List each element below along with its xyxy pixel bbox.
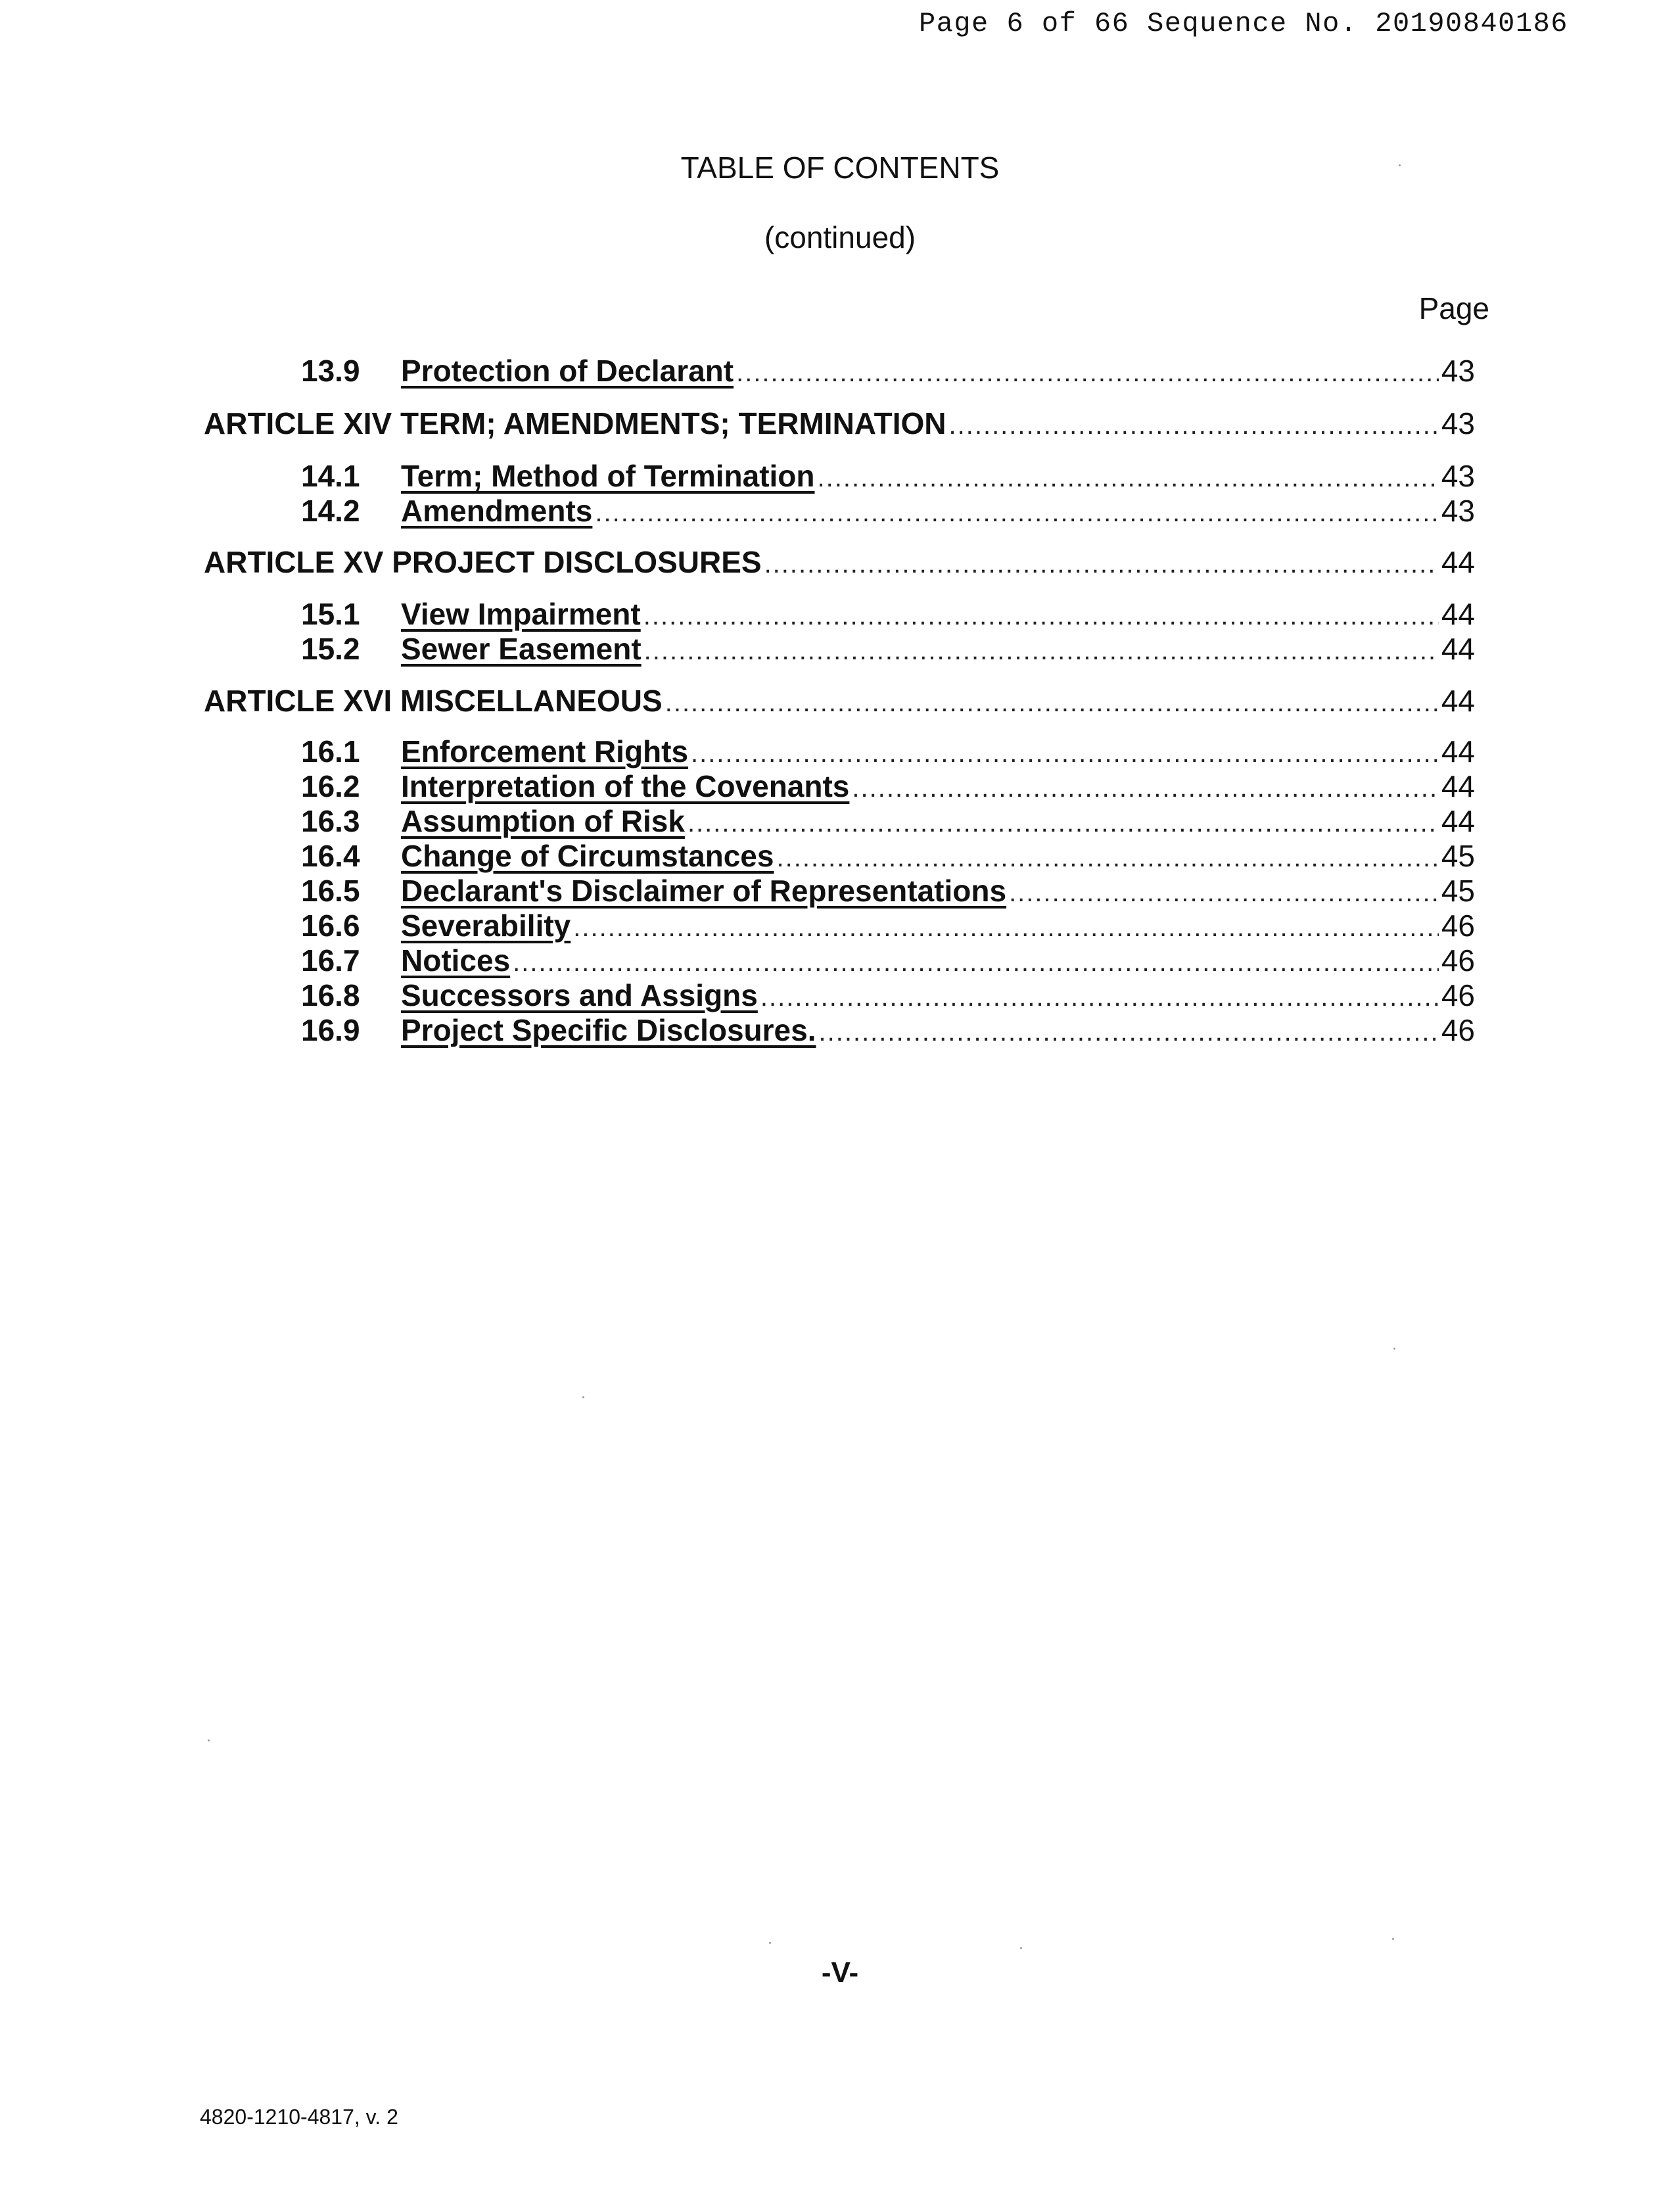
- document-id: 4820-1210-4817, v. 2: [200, 2105, 398, 2129]
- page-number: 44: [1441, 769, 1475, 803]
- toc-entry-16-5[interactable]: [301, 873, 1475, 911]
- section-title-link[interactable]: Amendments: [401, 494, 593, 528]
- page-number: 44: [1441, 597, 1475, 631]
- section-title-link[interactable]: Interpretation of the Covenants: [401, 769, 850, 803]
- section-title-link[interactable]: Successors and Assigns: [401, 978, 758, 1012]
- section-title-link[interactable]: Declarant's Disclaimer of Representations: [401, 874, 1007, 908]
- scan-speck: [1020, 1947, 1022, 1949]
- section-number: 16.9: [301, 1013, 360, 1047]
- article-title-link[interactable]: ARTICLE XV PROJECT DISCLOSURES: [204, 545, 762, 579]
- section-number: 15.1: [301, 597, 360, 631]
- section-number: 16.8: [301, 978, 360, 1012]
- section-number: 16.4: [301, 839, 360, 873]
- section-title-link[interactable]: Notices: [401, 943, 511, 978]
- section-number: 16.5: [301, 874, 360, 908]
- toc-title: TABLE OF CONTENTS: [680, 151, 1000, 185]
- toc-entry-16-7[interactable]: [301, 943, 1475, 981]
- page-number: 44: [1441, 734, 1475, 768]
- toc-entry-14-1[interactable]: [301, 458, 1475, 496]
- section-title-link[interactable]: Term; Method of Termination: [401, 459, 815, 493]
- toc-entry-article-xvi[interactable]: [204, 683, 1475, 721]
- dot-leader: [665, 688, 1439, 718]
- toc-entry-article-xv[interactable]: [204, 544, 1475, 582]
- scan-speck: [1392, 1938, 1394, 1940]
- dot-leader: [818, 463, 1439, 493]
- dot-leader: [643, 602, 1439, 631]
- scan-speck: [769, 1942, 771, 1944]
- toc-entry-16-4[interactable]: [301, 838, 1475, 876]
- section-number: 16.2: [301, 769, 360, 803]
- dot-leader: [764, 550, 1439, 579]
- dot-leader: [819, 1018, 1439, 1047]
- toc-entry-16-6[interactable]: [301, 908, 1475, 946]
- page-sequence-stamp: Page 6 of 66 Sequence No. 20190840186: [918, 8, 1568, 39]
- dot-leader: [691, 739, 1439, 768]
- dot-leader: [644, 636, 1439, 666]
- section-title-link[interactable]: Assumption of Risk: [401, 804, 685, 838]
- dot-leader: [1009, 878, 1439, 908]
- section-title-link[interactable]: Project Specific Disclosures.: [401, 1013, 816, 1047]
- article-title-link[interactable]: ARTICLE XVI MISCELLANEOUS: [204, 684, 663, 718]
- page-number: 44: [1441, 545, 1475, 579]
- page-number: 43: [1441, 494, 1475, 528]
- section-title-link[interactable]: Change of Circumstances: [401, 839, 774, 873]
- toc-entry-16-8[interactable]: [301, 978, 1475, 1016]
- toc-entry-16-9[interactable]: [301, 1012, 1475, 1051]
- scan-speck: [1393, 1348, 1395, 1350]
- section-number: 14.2: [301, 494, 360, 528]
- section-number: 15.2: [301, 632, 360, 666]
- page-number: 43: [1441, 354, 1475, 388]
- section-number: 16.3: [301, 804, 360, 838]
- page-number: 46: [1441, 978, 1475, 1012]
- scan-speck: [582, 1396, 584, 1398]
- dot-leader: [595, 498, 1438, 528]
- page-number: 46: [1441, 943, 1475, 978]
- toc-entry-13-9[interactable]: [301, 353, 1475, 391]
- toc-entry-16-2[interactable]: [301, 768, 1475, 807]
- toc-entry-15-2[interactable]: [301, 631, 1475, 669]
- dot-leader: [776, 843, 1438, 873]
- section-title-link[interactable]: Enforcement Rights: [401, 734, 689, 768]
- section-number: 13.9: [301, 354, 360, 388]
- page-number: 44: [1441, 632, 1475, 666]
- page-number: 46: [1441, 1013, 1475, 1047]
- page-number: 43: [1441, 406, 1475, 440]
- dot-leader: [688, 809, 1439, 838]
- toc-entry-16-1[interactable]: [301, 734, 1475, 772]
- dot-leader: [949, 411, 1439, 440]
- page-number: 43: [1441, 459, 1475, 493]
- toc-continued-label: (continued): [764, 220, 916, 254]
- toc-entry-15-1[interactable]: [301, 596, 1475, 634]
- article-title-link[interactable]: ARTICLE XIV TERM; AMENDMENTS; TERMINATION: [204, 406, 946, 440]
- section-title-link[interactable]: View Impairment: [401, 597, 641, 631]
- section-title-link[interactable]: Protection of Declarant: [401, 354, 734, 388]
- section-number: 14.1: [301, 459, 360, 493]
- dot-leader: [760, 983, 1439, 1012]
- dot-leader: [513, 948, 1439, 978]
- page-number: 46: [1441, 909, 1475, 943]
- toc-entry-article-xiv[interactable]: [204, 406, 1475, 444]
- section-title-link[interactable]: Severability: [401, 909, 571, 943]
- section-number: 16.6: [301, 909, 360, 943]
- section-number: 16.1: [301, 734, 360, 768]
- page-number: 45: [1441, 874, 1475, 908]
- dot-leader: [852, 774, 1438, 803]
- scan-speck: [1399, 164, 1401, 166]
- page-number: 44: [1441, 684, 1475, 718]
- page-column-header: Page: [1418, 291, 1489, 325]
- section-title-link[interactable]: Sewer Easement: [401, 632, 642, 666]
- page-number: 44: [1441, 804, 1475, 838]
- footer-page-number: -V-: [821, 1956, 859, 1989]
- scan-speck: [208, 1739, 210, 1741]
- dot-leader: [736, 358, 1439, 388]
- dot-leader: [573, 913, 1439, 943]
- toc-entry-16-3[interactable]: [301, 803, 1475, 841]
- toc-entry-14-2[interactable]: [301, 493, 1475, 531]
- page-number: 45: [1441, 839, 1475, 873]
- section-number: 16.7: [301, 943, 360, 978]
